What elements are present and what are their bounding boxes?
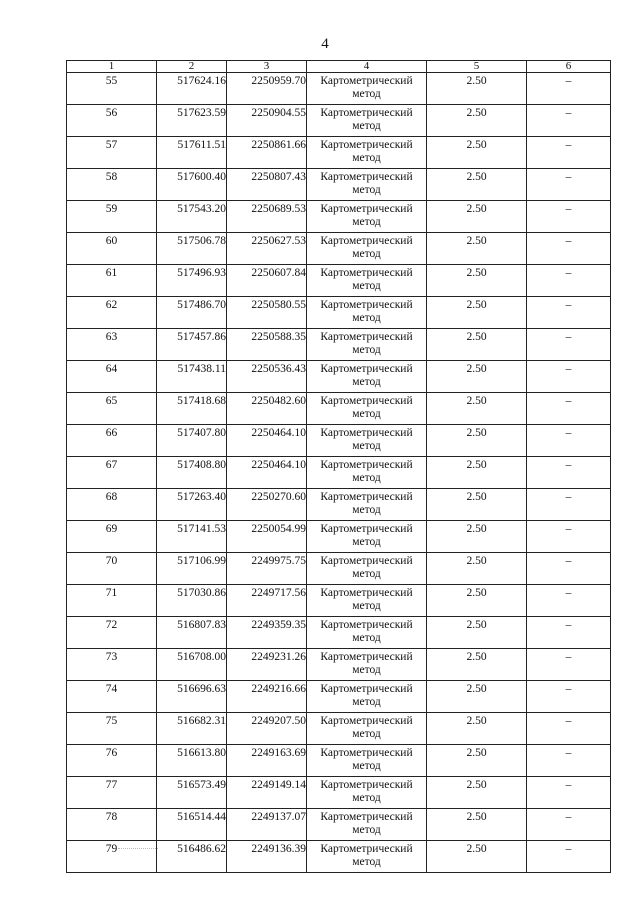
- x-coordinate-cell: 516696.63: [157, 681, 227, 713]
- table-row: [67, 841, 611, 873]
- description-cell: –: [527, 105, 611, 137]
- precision-cell: 2.50: [427, 521, 527, 553]
- method-line-2: метод: [352, 568, 381, 580]
- y-coordinate-cell: 2250627.53: [227, 233, 307, 265]
- precision-cell: 2.50: [427, 233, 527, 265]
- x-coordinate-cell: 517263.40: [157, 489, 227, 521]
- method-line-1: Картометрический: [320, 267, 413, 279]
- method-line-1: Картометрический: [320, 555, 413, 567]
- table-row: [67, 393, 611, 425]
- method-line-2: метод: [352, 248, 381, 260]
- x-coordinate-cell: 516486.62: [157, 841, 227, 873]
- column-header-method: 4: [307, 61, 427, 73]
- x-coordinate-cell: 516613.80: [157, 745, 227, 777]
- method-cell: [307, 169, 427, 201]
- description-cell: –: [527, 457, 611, 489]
- y-coordinate-cell: 2249975.75: [227, 553, 307, 585]
- precision-cell: 2.50: [427, 713, 527, 745]
- precision-cell: 2.50: [427, 137, 527, 169]
- method-line-2: метод: [352, 632, 381, 644]
- method-cell: [307, 73, 427, 105]
- method-line-1: Картометрический: [320, 235, 413, 247]
- scan-artifact: [118, 848, 158, 850]
- method-line-1: Картометрический: [320, 587, 413, 599]
- precision-cell: 2.50: [427, 841, 527, 873]
- description-cell: –: [527, 201, 611, 233]
- x-coordinate-cell: 517486.70: [157, 297, 227, 329]
- y-coordinate-cell: 2250482.60: [227, 393, 307, 425]
- y-coordinate-cell: 2249216.66: [227, 681, 307, 713]
- point-number-cell: 64: [67, 361, 157, 393]
- point-number-cell: 57: [67, 137, 157, 169]
- method-line-2: метод: [352, 856, 381, 868]
- x-coordinate-cell: 517457.86: [157, 329, 227, 361]
- y-coordinate-cell: 2250580.55: [227, 297, 307, 329]
- precision-cell: 2.50: [427, 393, 527, 425]
- point-number-cell: 63: [67, 329, 157, 361]
- y-coordinate-cell: 2250588.35: [227, 329, 307, 361]
- description-cell: –: [527, 361, 611, 393]
- table-row: [67, 425, 611, 457]
- x-coordinate-cell: 517611.51: [157, 137, 227, 169]
- table-row: [67, 521, 611, 553]
- description-cell: –: [527, 265, 611, 297]
- point-number-cell: 58: [67, 169, 157, 201]
- point-number-cell: 62: [67, 297, 157, 329]
- method-cell: [307, 265, 427, 297]
- method-line-1: Картометрический: [320, 427, 413, 439]
- x-coordinate-cell: 516514.44: [157, 809, 227, 841]
- point-number-cell: 75: [67, 713, 157, 745]
- precision-cell: 2.50: [427, 105, 527, 137]
- y-coordinate-cell: 2250464.10: [227, 425, 307, 457]
- x-coordinate-cell: 517438.11: [157, 361, 227, 393]
- method-line-1: Картометрический: [320, 107, 413, 119]
- description-cell: –: [527, 681, 611, 713]
- y-coordinate-cell: 2249137.07: [227, 809, 307, 841]
- y-coordinate-cell: 2250959.70: [227, 73, 307, 105]
- table-row: [67, 73, 611, 105]
- x-coordinate-cell: 516682.31: [157, 713, 227, 745]
- precision-cell: 2.50: [427, 297, 527, 329]
- method-line-1: Картометрический: [320, 811, 413, 823]
- point-number-cell: 78: [67, 809, 157, 841]
- method-cell: [307, 489, 427, 521]
- method-line-1: Картометрический: [320, 843, 413, 855]
- column-header-y: 3: [227, 61, 307, 73]
- method-line-2: метод: [352, 184, 381, 196]
- method-cell: [307, 553, 427, 585]
- y-coordinate-cell: 2249149.14: [227, 777, 307, 809]
- description-cell: –: [527, 73, 611, 105]
- precision-cell: 2.50: [427, 73, 527, 105]
- method-line-2: метод: [352, 88, 381, 100]
- x-coordinate-cell: 517624.16: [157, 73, 227, 105]
- description-cell: –: [527, 489, 611, 521]
- point-number-cell: 56: [67, 105, 157, 137]
- method-cell: [307, 745, 427, 777]
- method-cell: [307, 297, 427, 329]
- method-line-1: Картометрический: [320, 747, 413, 759]
- description-cell: –: [527, 649, 611, 681]
- method-line-1: Картометрический: [320, 459, 413, 471]
- precision-cell: 2.50: [427, 425, 527, 457]
- table-body: [67, 73, 611, 873]
- method-cell: [307, 361, 427, 393]
- description-cell: –: [527, 233, 611, 265]
- method-cell: [307, 137, 427, 169]
- x-coordinate-cell: 517106.99: [157, 553, 227, 585]
- column-header-description: 6: [527, 61, 611, 73]
- description-cell: –: [527, 297, 611, 329]
- precision-cell: 2.50: [427, 265, 527, 297]
- table-row: [67, 649, 611, 681]
- description-cell: –: [527, 841, 611, 873]
- method-cell: [307, 649, 427, 681]
- table-row: [67, 297, 611, 329]
- precision-cell: 2.50: [427, 745, 527, 777]
- description-cell: –: [527, 777, 611, 809]
- method-cell: [307, 233, 427, 265]
- method-line-2: метод: [352, 280, 381, 292]
- y-coordinate-cell: 2249136.39: [227, 841, 307, 873]
- table-row: [67, 745, 611, 777]
- method-line-1: Картометрический: [320, 779, 413, 791]
- method-cell: [307, 457, 427, 489]
- header-row: [67, 61, 611, 73]
- y-coordinate-cell: 2250689.53: [227, 201, 307, 233]
- point-number-cell: 79: [67, 841, 157, 873]
- precision-cell: 2.50: [427, 681, 527, 713]
- x-coordinate-cell: 517408.80: [157, 457, 227, 489]
- y-coordinate-cell: 2249207.50: [227, 713, 307, 745]
- y-coordinate-cell: 2249231.26: [227, 649, 307, 681]
- x-coordinate-cell: 517407.80: [157, 425, 227, 457]
- x-coordinate-cell: 517141.53: [157, 521, 227, 553]
- method-cell: [307, 201, 427, 233]
- method-line-1: Картометрический: [320, 331, 413, 343]
- y-coordinate-cell: 2249359.35: [227, 617, 307, 649]
- method-cell: [307, 393, 427, 425]
- precision-cell: 2.50: [427, 361, 527, 393]
- method-line-2: метод: [352, 824, 381, 836]
- point-number-cell: 74: [67, 681, 157, 713]
- method-cell: [307, 425, 427, 457]
- method-line-2: метод: [352, 408, 381, 420]
- table-row: [67, 617, 611, 649]
- method-line-2: метод: [352, 440, 381, 452]
- method-line-1: Картометрический: [320, 491, 413, 503]
- table-row: [67, 137, 611, 169]
- description-cell: –: [527, 393, 611, 425]
- description-cell: –: [527, 425, 611, 457]
- point-number-cell: 55: [67, 73, 157, 105]
- point-number-cell: 66: [67, 425, 157, 457]
- table-row: [67, 553, 611, 585]
- x-coordinate-cell: 517418.68: [157, 393, 227, 425]
- y-coordinate-cell: 2250607.84: [227, 265, 307, 297]
- point-number-cell: 65: [67, 393, 157, 425]
- table-row: [67, 713, 611, 745]
- y-coordinate-cell: 2250904.55: [227, 105, 307, 137]
- method-cell: [307, 841, 427, 873]
- y-coordinate-cell: 2250861.66: [227, 137, 307, 169]
- method-line-2: метод: [352, 120, 381, 132]
- method-line-1: Картометрический: [320, 139, 413, 151]
- method-line-2: метод: [352, 536, 381, 548]
- table-row: [67, 585, 611, 617]
- table-row: [67, 329, 611, 361]
- method-line-1: Картометрический: [320, 683, 413, 695]
- column-header-precision: 5: [427, 61, 527, 73]
- description-cell: –: [527, 521, 611, 553]
- method-line-1: Картометрический: [320, 395, 413, 407]
- point-number-cell: 77: [67, 777, 157, 809]
- method-line-1: Картометрический: [320, 363, 413, 375]
- method-line-2: метод: [352, 344, 381, 356]
- method-cell: [307, 809, 427, 841]
- x-coordinate-cell: 517543.20: [157, 201, 227, 233]
- y-coordinate-cell: 2250270.60: [227, 489, 307, 521]
- table-row: [67, 105, 611, 137]
- column-header-x: 2: [157, 61, 227, 73]
- method-cell: [307, 777, 427, 809]
- table-row: [67, 233, 611, 265]
- x-coordinate-cell: 517600.40: [157, 169, 227, 201]
- x-coordinate-cell: 517496.93: [157, 265, 227, 297]
- y-coordinate-cell: 2250054.99: [227, 521, 307, 553]
- method-line-2: метод: [352, 472, 381, 484]
- table-row: [67, 809, 611, 841]
- y-coordinate-cell: 2249717.56: [227, 585, 307, 617]
- x-coordinate-cell: 517623.59: [157, 105, 227, 137]
- precision-cell: 2.50: [427, 329, 527, 361]
- description-cell: –: [527, 585, 611, 617]
- method-line-2: метод: [352, 600, 381, 612]
- method-line-2: метод: [352, 504, 381, 516]
- table-row: [67, 777, 611, 809]
- point-number-cell: 69: [67, 521, 157, 553]
- method-line-1: Картометрический: [320, 715, 413, 727]
- method-cell: [307, 681, 427, 713]
- precision-cell: 2.50: [427, 489, 527, 521]
- method-cell: [307, 329, 427, 361]
- method-line-2: метод: [352, 312, 381, 324]
- table-row: [67, 489, 611, 521]
- description-cell: –: [527, 169, 611, 201]
- method-cell: [307, 105, 427, 137]
- point-number-cell: 67: [67, 457, 157, 489]
- method-line-2: метод: [352, 664, 381, 676]
- description-cell: –: [527, 713, 611, 745]
- method-line-1: Картометрический: [320, 299, 413, 311]
- point-number-cell: 70: [67, 553, 157, 585]
- method-line-1: Картометрический: [320, 203, 413, 215]
- precision-cell: 2.50: [427, 809, 527, 841]
- precision-cell: 2.50: [427, 553, 527, 585]
- table-row: [67, 457, 611, 489]
- description-cell: –: [527, 137, 611, 169]
- precision-cell: 2.50: [427, 649, 527, 681]
- method-cell: [307, 521, 427, 553]
- description-cell: –: [527, 745, 611, 777]
- point-number-cell: 59: [67, 201, 157, 233]
- method-line-1: Картометрический: [320, 171, 413, 183]
- precision-cell: 2.50: [427, 457, 527, 489]
- table-row: [67, 265, 611, 297]
- method-line-2: метод: [352, 696, 381, 708]
- point-number-cell: 60: [67, 233, 157, 265]
- table-row: [67, 681, 611, 713]
- point-number-cell: 68: [67, 489, 157, 521]
- point-number-cell: 76: [67, 745, 157, 777]
- method-cell: [307, 585, 427, 617]
- y-coordinate-cell: 2250807.43: [227, 169, 307, 201]
- precision-cell: 2.50: [427, 585, 527, 617]
- description-cell: –: [527, 617, 611, 649]
- coordinates-table: [66, 60, 611, 873]
- method-line-1: Картометрический: [320, 75, 413, 87]
- precision-cell: 2.50: [427, 201, 527, 233]
- point-number-cell: 72: [67, 617, 157, 649]
- point-number-cell: 73: [67, 649, 157, 681]
- method-line-2: метод: [352, 376, 381, 388]
- description-cell: –: [527, 809, 611, 841]
- method-line-1: Картометрический: [320, 651, 413, 663]
- y-coordinate-cell: 2250464.10: [227, 457, 307, 489]
- description-cell: –: [527, 553, 611, 585]
- method-line-2: метод: [352, 216, 381, 228]
- method-line-2: метод: [352, 792, 381, 804]
- x-coordinate-cell: 517506.78: [157, 233, 227, 265]
- method-line-1: Картометрический: [320, 523, 413, 535]
- precision-cell: 2.50: [427, 777, 527, 809]
- method-line-2: метод: [352, 152, 381, 164]
- precision-cell: 2.50: [427, 169, 527, 201]
- method-cell: [307, 617, 427, 649]
- page-number: 4: [321, 36, 329, 52]
- point-number-cell: 61: [67, 265, 157, 297]
- table-row: [67, 361, 611, 393]
- table-row: [67, 201, 611, 233]
- y-coordinate-cell: 2250536.43: [227, 361, 307, 393]
- x-coordinate-cell: 517030.86: [157, 585, 227, 617]
- table-row: [67, 169, 611, 201]
- precision-cell: 2.50: [427, 617, 527, 649]
- x-coordinate-cell: 516807.83: [157, 617, 227, 649]
- method-line-2: метод: [352, 760, 381, 772]
- x-coordinate-cell: 516708.00: [157, 649, 227, 681]
- description-cell: –: [527, 329, 611, 361]
- y-coordinate-cell: 2249163.69: [227, 745, 307, 777]
- method-line-2: метод: [352, 728, 381, 740]
- method-line-1: Картометрический: [320, 619, 413, 631]
- x-coordinate-cell: 516573.49: [157, 777, 227, 809]
- column-header-point-number: 1: [67, 61, 157, 73]
- method-cell: [307, 713, 427, 745]
- point-number-cell: 71: [67, 585, 157, 617]
